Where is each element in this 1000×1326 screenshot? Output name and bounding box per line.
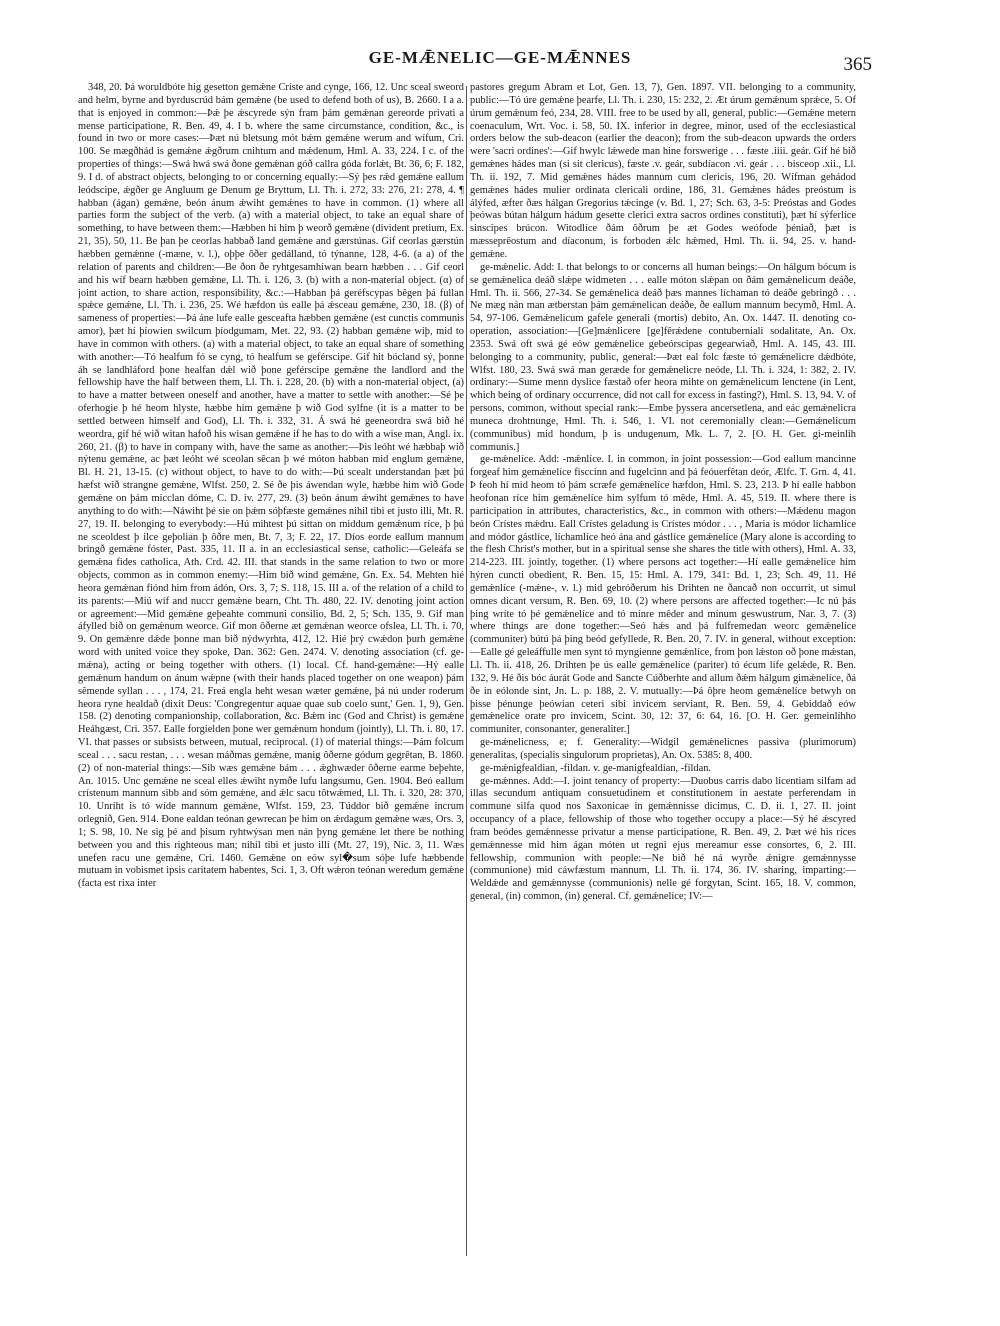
right-column <box>470 82 856 1282</box>
page-number: 365 <box>843 54 872 75</box>
left-column <box>78 82 464 1282</box>
entry-text: 348, 20. Þá woruldbóte hig gesetton gemǽne Críste and cynge, 166, 12. Unc sceal sweord and helm, byrne and byrduscrúd bám gemǽne (be used to defend both of us), B. 2660. I a a. that is enjoyed in common:—Þǽ þe ǽscyrede sýn fram þám gemǽnan gereorde privati a mense participatione, R. Ben. 49, 4. I b. where the same circumstance, condition, &c., is found in two or more cases:—Þæt nú bletsung mót bǽm gemǽne werum and wífum, Cri. 100. Se mægðhád is gemǽne ǽgðrum cnihtum and mǽdenum, Hml. A. 33, 224. I c. of the properties of things:—Swá hwá swá ðone gemǽnan góð callra góda forlǽt, Bt. 36, 6; F. 182, 9. I d. of abstract objects, belonging to or concerning equally:—Sý þes rǽd gemǽne eallum leódscipe, ǽgðer ge Angluum ge Denum ge Bryttum, Ll. Th. i. 272, 33: 276, 21: 278, 4. ¶ habban (ágan) gemǽne, beón ánum ǽwiht gemǽnes to have in common. (1) where all parties form the subject of the verb. (a) with a material object, to take an equal share of something, to have between them:—Hæbben hí him þ weorð gemǽne (divident pretium, Ex. 21, 35), 50, 11. Be þan þe ceorlas habbað land gemǽne and gærstúnas. Gif ceorlas gærstún hæbben gemǽnne (-mæne, v. l.), oþþe ôðer gedálland, tó týnanne, 128, 4-6. (a a) of the relation of parents and children:—Be ðon ðe ryhtgesamhíwan bearn hæbben . . . Gif ceorl and his wíf bearn hæbben gemǽne, Ll. Th. i. 126, 3. (b) with a non-material object. (α) of joint action, to share action, responsibility, &c.:—Habban þá geréfscypas bêgen þá fullan spǽce gemǽne, Ll. Th. i. 236, 25. Wé hæfdon ús ealle þá ǽsceau gemǽne, 230, 18. (β) of sameness of properties:—Þá áne lufe ealle gesceafta hæbben gemǽne (est cunctis communis amor), þæt hí þíowien swilcum þíodgumam, Met. 22, 93. (2) habban gemǽne wiþ, mid to have in common with others. (a) with a material object, to take an equal share of something with another:—Tó healfum fó se cyng, tó healfum se geférscipe. Gif hit bócland sý, þonne áh se landhláford þone healfan dǽl wið þone geférscipe gemǽne the landlord and the fellowship have the half between them, Ll. Th. i. 228, 20. (b) with a non-material object, (a) to have a matter between oneself and another, have a matter to settle with another:—Sé þe oferhogie þ hé heom hlyste, hæbbe him gemǽne þ wið God sylfne (it is a matter to be settled between himself and God), Ll. Th. i. 332, 31. Á swá hé geeneordra swá bið hé weordra, gif hé wið witan hafoð his wisan gemǽne if he has to do with a wise man, Angl. ix. 260, 21. (β) to have in company with, have the same as another:—Þis leóht wé hæbbaþ wið nýtenu gemǽne, ac þæt leóht wé sceolan sêcan þ wé móton habban mid englum gemǽne, Bl. H. 21, 13-15. (c) without object, to have to do with:—Þú scealt understandan þæt þú hæfst wið strangne gemǽne, Wlfst. 250, 2. Sé ðe þis áwendan wyle, hæbbe him wið Gode gemǽne on þám micclan dóme, C. D. iv. 277, 29. (3) beón ánum ǽwiht gemǽnes to have anything to do with:—Náwiht þé sie on þǽm sóþfæste gemǽnes nihil tibi et justo illi, Mt. R. 27, 19. II. belonging to everybody:—Hú mihtest þú sittan on middum gemǽnum ríce, þ þú ne sceoldest þ ilce geþolian þ ôðre men, Bt. 7, 3; F. 22, 17. Díos eorde eallum mannum bringð gemǽne fóster, Past. 335, 11. II a. in an ecclesiastical sense, catholic:—Geleáfa se gemǽna fides catholica, Ath. Crd. 42. III. that stands in the same relation to two or more objects, common as in common enemy:—Him bið wind gemǽne, Gn. Ex. 54. Mehten hié heora gemǽnan fiónd him from ádón, Ors. 3, 7; S. 118, 15. III a. of the relation of a child to its parents:—Miú wíf and nuccr gemǽne bearn, Cht. Th. 480, 22. IV. denoting joint action or agreement:—Mid gemǽne geþeahte communi consilio, Bd. 2, 5; Sch. 135, 9. Gif man áfylled bið on gemǽnum weorce. Gif mon ôðerne æt gemǽnan weorce ofslea, Ll. Th. i. 70, 9. On gemǽnre dǽde þonne man bið nýdwyrhta, 412, 12. Hié þrý cwǽdon þurh gemǽne word with united voice they spoke, Dan. 362: Gen. 2474. V. denoting association (cf. ge-mǽna), acting or being together with others. (1) local. Cf. hand-gemǽne:—Hý ealle gemǽnum handum on ánum wǽpne (with their hands placed together on one weapon) þám sêmende syllan . . . , 174, 21. Freá engla heht wesan wæter gemǽne, þá nú under roderum heora ryne healdað (dixit Deus: 'Congregentur aquae quae sub coelo sunt,' Gen. 1, 9), Gen. 158. (2) denoting companionship, collaboration, &c. Bǽm inc (God and Christ) is gemǽne Heáhgæst, Cri. 357. Ealle forgielden þone wer gemǽnum hondum (jointly), Ll. Th. i. 80, 17. VI. that passes or subsists between, mutual, reciprocal. (1) of material things:—Þám folcum sceal . . . sacu restan, . . . wesan máðmas gemǽne, manig ôðerne gódum gegrêtan, B. 1860. (2) of non-material things:—Sib wæs gemǽne bám . . . ǽghwæder ôðerne earme beþehte, An. 1015. Unc gemǽne ne sceal elles ǽwiht nymðe lufu langsumu, Gen. 1904. Beó eallum crístenum mannum sibb and sóm gemǽne, and ǽlc sacu tôtwǽmed, Ll. Th. i. 320, 28: 370, 10. Unriht is tó wíde mannum gemǽne, Wlfst. 159, 23. Túddor bið gemǽne incrum orlegnið, Gen. 914. Ðone ealdan teónan gewrecan þe him on ǽrdagum gemǽne wæs, Ors. 3, 1; S. 98, 10. Ne sig þé and þisum ryhtwýsan men nán þyng gemǽne let there be nothing between you and this righteous man; nihil tibi et justo illi (Mt. 27, 19), Nic. 3, 11. Wæs unefen racu une gemǽne, Cri. 1460. Gemǽne on eów syl�sum sóþe lufe hæbbende mutuam in vobismet ipsis caritatem habentes, Sci. 1, 3. Oft wǽron teónan weredum gemǽne (facta est rixa inter <box>78 82 464 890</box>
running-head <box>0 48 1000 74</box>
entry-ge-maenigfealdian: ge-mǽnigfealdian, -fildan. v. ge-manigfealdian, -fildan. <box>480 762 712 774</box>
entry-ge-maennes: ge-mǽnnes. Add:—I. joint tenancy of property:—Duobus carris dabo licentiam silfam ad illas secundum antiquam consuetudinem et constitutionem in aestate perferendam in commune silfa quod nos Saxonicae in gemǽnnisse dicimus, C. D. ii. 1, 27. II. joint occupancy of a place, fellowship of those who together occupy a place:—Sý hé ǽscyred fram beódes gemǽnnesse privatur a mense participatione, R. Ben. 49, 2. Þæt wé his ríces gemǽnnesse mid him ágan móten ut regni ejus mereamur esse consortes, 6, 2. III. fellowship, communion with people:—Ne bið hé ná wyrðe ǽnigre gemǽnnysse (communione) mid cáwfæstum mannum, Ll. Th. ii. 174, 36. IV. sharing, imparting:—Weldǽde and gemǽnnysse (communionis) nelle gé forgytan, Scint. 165, 18. V. common, general, (in) common, (in) general. Cf. gemǽnelíce; IV:— <box>470 775 856 903</box>
entry-continuation: pastores gregum Abram et Lot, Gen. 13, 7), Gen. 1897. VII. belonging to a community, public:—Tó úre gemǽne þearfe, Ll. Th. i. 230, 15: 232, 2. Æt úrum gemǽnum sprǽce, 5. Of úrum gemǽnum feó, 234, 28. VIII. free to be used by all, general, public:—Gemǽne metern coenaculum, Wrt. Voc. i. 58, 50. IX. inferior in degree, minor, used of the ecclesiastical orders below the sub-deacon (earlier the deacon); from the sub-deacon upwards the orders were 'sacri ordines':—Gif hwylc lǽwede man hine forswerige . . . fæste .iiii. geár. Gif hé bið gemǽnes hádes man (si sit clericus), fæste .v. geár, subdíacon .vi. geár . . . bisceop .xii., Ll. Th. ii. 192, 7. Mid gemǽnes hádes mannum cum clericis, 196, 20. Wífman gehádod gemǽnes hádes mulier ordinata clericali ordine, 186, 31. Gemǽnes hádes preóstum is álýfed, æfter ðæs hálgan Gregorius tǽcinge (v. Bd. 1, 27; Sch. 63, 3-5: Preóstas and Godes þeówas bútan hálgum hádum gesette clerici extra sacros ordines constituti), þæt hí sýferlíce sinscipes brúcon. Witodlíce ðám ôðrum þe æt Godes weófode þéniað, þæt is mæsseprêostum and díaconum, is forboden ǽlc hǽmed, Hml. Th. ii. 94, 25. v. hand-gemǽne. <box>470 82 856 260</box>
entry-ge-maenelice: ge-mǽnelíce. Add: -mǽnlíce. I. in common, in joint possession:—God eallum mancinne forgeaf him gemǽnelíce fisccinn and fugelcinn and þá feóuerfêtan deór, Ælfc. T. Grn. 4, 41. Þ feoh hí mid heom tó þám scræfe gemǽnelíce hæfdon, Hml. S. 23, 213. Þ hí ealle habbon heofonan ríce him gemǽnelíce him sylfum tó mêde, Hml. A. 45, 519. II. where there is participation in attributes, characteristics, &c., in common with others:—Mǽdenu magon beón Crístes mǽdru. Eall Crístes geladung is Crístes módor . . . , Maria is módor líchamlíce and módor gástlíce, líchamlíce heó ána and gástlíce gemǽnelíce (Mary alone is according to the flesh Christ's mother, but in a spiritual sense she shares the title with others), Hml. A. 33, 214-223. III. jointly, together. (1) where persons act together:—Hí ealle gemǽnelíce him hýren cuncti obedient, R. Ben. 15, 15: Hml. A. 179, 341: Bd. 1, 23; Sch. 49, 11. Hé gemǽnlíce (-mǽne-, v. l.) mid gebróðerum his Drihten ne ðancað non occurrit, ut simul omnes dicant versum, R. Ben. 69, 10. (2) where persons are affected together:—Ic nú þás þing wríte tó þé gemǽnelíce and tó mínre mêder and mínum geswustrum, Nar. 3, 7. (3) where things are done together:—Seó hǽs and þá fulfremedan weorc gemǽnelíce (communiter) bútú þá þing beód gefyllede, R. Ben. 20, 7. IV. in general, without exception:—Ealle gé geleáffulle men synt tó myngienne gemǽnlíce, from þon lǽston oð þone mǽstan, Ll. Th. ii. 418, 26. Drihten þe ús ealle gemǽnelíce (pariter) tó écum lífe gelǽde, R. Ben. 132, 9. Hé ðis bóc áurát Gode and Sancte Cúðberhte and allum ðǽm hálgum gimǽnelíce, ðá ðe in eólonde sint, Jn. L. p. 188, 2. V. mutually:—Þá ôþre heom gemǽnelíce betwyh on þisse þénunge þeówian ceteri sibi invicem serviant, R. Ben. 59, 4. Gebiddað eów gemǽnelíce orate pro invicem, Scint. 30, 12: 37, 6: 64, 16. [O. H. Ger. gemeinlíhho communiter, consonanter, generaliter.] <box>470 454 856 736</box>
entry-ge-maenelic: ge-mǽnelic. Add: I. that belongs to or concerns all human beings:—On hálgum bócum is se gemǽnelica deáð slǽpe widmeten . . . ealle móton slǽpan on ðám gemǽnelicum deáðe, Hml. Th. ii. 566, 27-34. Se gemǽnelica deáð þæs mannes líchaman tó deáðe gebringð . . . Ne mæg nán man ætberstan þám gemǽnelican deáðe, ðe eallum mannum becymð, Hml. A. 54, 97-106. Gemǽnelicum gafele generali (mortis) debito, An. Ox. 1447. II. denoting co-operation, association:—[Ge]mǽnlicere [ge]fêrǽdene contuberniali sodalitate, An. Ox. 2353. Swá oft swá gé eów gemǽnelice gebeórscipas gegearwiað, Hml. A. 145, 43. III. belonging to a community, public, general:—Þæt eal folc fæste tó gemǽnelicre dǽdbóte, Wlfst. 180, 23. Swá swá man geræde for gemǽnelicre neóde, Ll. Th. i. 324, 1: 382, 2. IV. ordinary:—Sume menn dyslice fæstað ofer heora mihte on gemǽnelicum lenctene (in Lent, which being of ordinary occurrence, did not call for excess in fasting?), Hml. S. 13, 94. V. of persons, common, without special rank:—Embe þyssera ancersetlena, and eác gemǽnelicra muneca drohtnunge, Hml. Th. i. 546, 1. VI. not ceremonially clean:—Gemǽnelicum (communibus) mid hondum, þ is undugenum, Mk. L. 7, 2. [O. H. Ger. gi-meinlih communis.] <box>470 261 856 453</box>
entry-ge-maenelicness: ge-mǽnelicness, e; f. Generality:—Widgil gemǽnelicnes passiva (plurimorum) generalitas, (specialis singulorum proprietas), An. Ox. 5385: 8, 400. <box>470 737 856 761</box>
column-divider <box>466 86 467 1256</box>
page-header-title: GE-MǢNELIC—GE-MǢNNES <box>368 48 632 67</box>
